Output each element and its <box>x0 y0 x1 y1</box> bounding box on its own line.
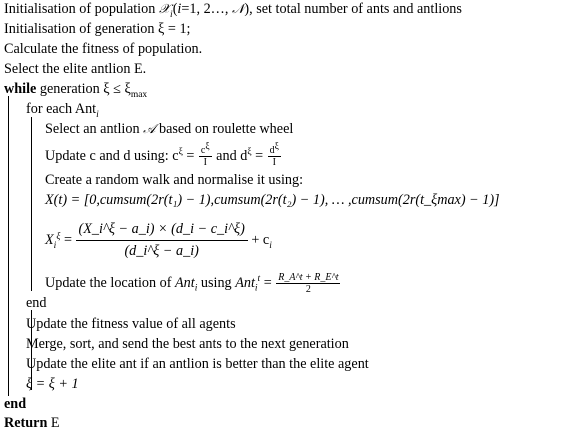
line-for-each: for each Ant$_i$ <box>26 101 99 120</box>
line-walk-formula: X(t) = [0,cumsum(2r(t₁) − 1),cumsum(2r(t₂) − 1), … ,cumsum(2r(t_ξmax) − 1)] <box>45 192 500 208</box>
line-init-population: Initialisation of population 𝒳$_i$(i=1, 2…, 𝒩), set total number of ants and antlions <box>4 1 462 20</box>
line-random-walk: Create a random walk and normalise it using: <box>45 172 304 188</box>
line-normalise-formula: $X_i^\xi$ = $\frac{(X\_i\^{}\xi - a\_i) \times (d\_i - c\_i\^{}\xi)}{(d\_i\^{}\xi - a\_i)}$ + $c_i$ <box>45 218 272 263</box>
line-select-antlion: Select an antlion 𝒜 based on roulette wheel <box>45 121 294 137</box>
line-while: while generation $\xi \le \xi_{max}$ <box>4 81 148 100</box>
line-end-for: end <box>26 295 47 311</box>
line-calc-fitness: Calculate the fitness of population. <box>4 41 203 57</box>
while-scope-bar <box>8 96 9 396</box>
line-merge-sort: Merge, sort, and send the best ants to the next generation <box>26 336 349 352</box>
line-end-while: end <box>4 396 27 412</box>
line-update-fitness: Update the fitness value of all agents <box>26 316 236 332</box>
line-update-c-d: Update c and d using: $c^\xi$ = $\frac{c^\xi}{I}$ and $d^\xi$ = $\frac{d^\xi}{I}$ <box>45 141 279 168</box>
line-increment: ξ = ξ + 1 <box>26 376 79 392</box>
normalise-fraction: $\frac{(X\_i\^{}\xi - a\_i) \times (d\_i - c\_i\^{}\xi)}{(d\_i\^{}\xi - a\_i)}$ <box>76 219 248 262</box>
line-init-generation: Initialisation of generation ξ = 1; <box>4 21 191 37</box>
c-fraction: $\frac{c^\xi}{I}$ <box>200 141 210 168</box>
d-fraction: $\frac{d^\xi}{I}$ <box>269 141 279 168</box>
line-return: Return E <box>4 415 60 431</box>
line-select-elite: Select the elite antlion E. <box>4 61 147 77</box>
line-update-location: Update the location of Ant$_i$ using Ant$_i^t$ = $\frac{R\_A\^{}t + R\_E\^{}t}{2}$ <box>45 272 339 295</box>
location-fraction: $\frac{R\_A\^{}t + R\_E\^{}t}{2}$ <box>278 272 339 295</box>
for-scope-bar <box>31 117 32 291</box>
line-update-elite: Update the elite ant if an antlion is better than the elite agent <box>26 356 369 372</box>
